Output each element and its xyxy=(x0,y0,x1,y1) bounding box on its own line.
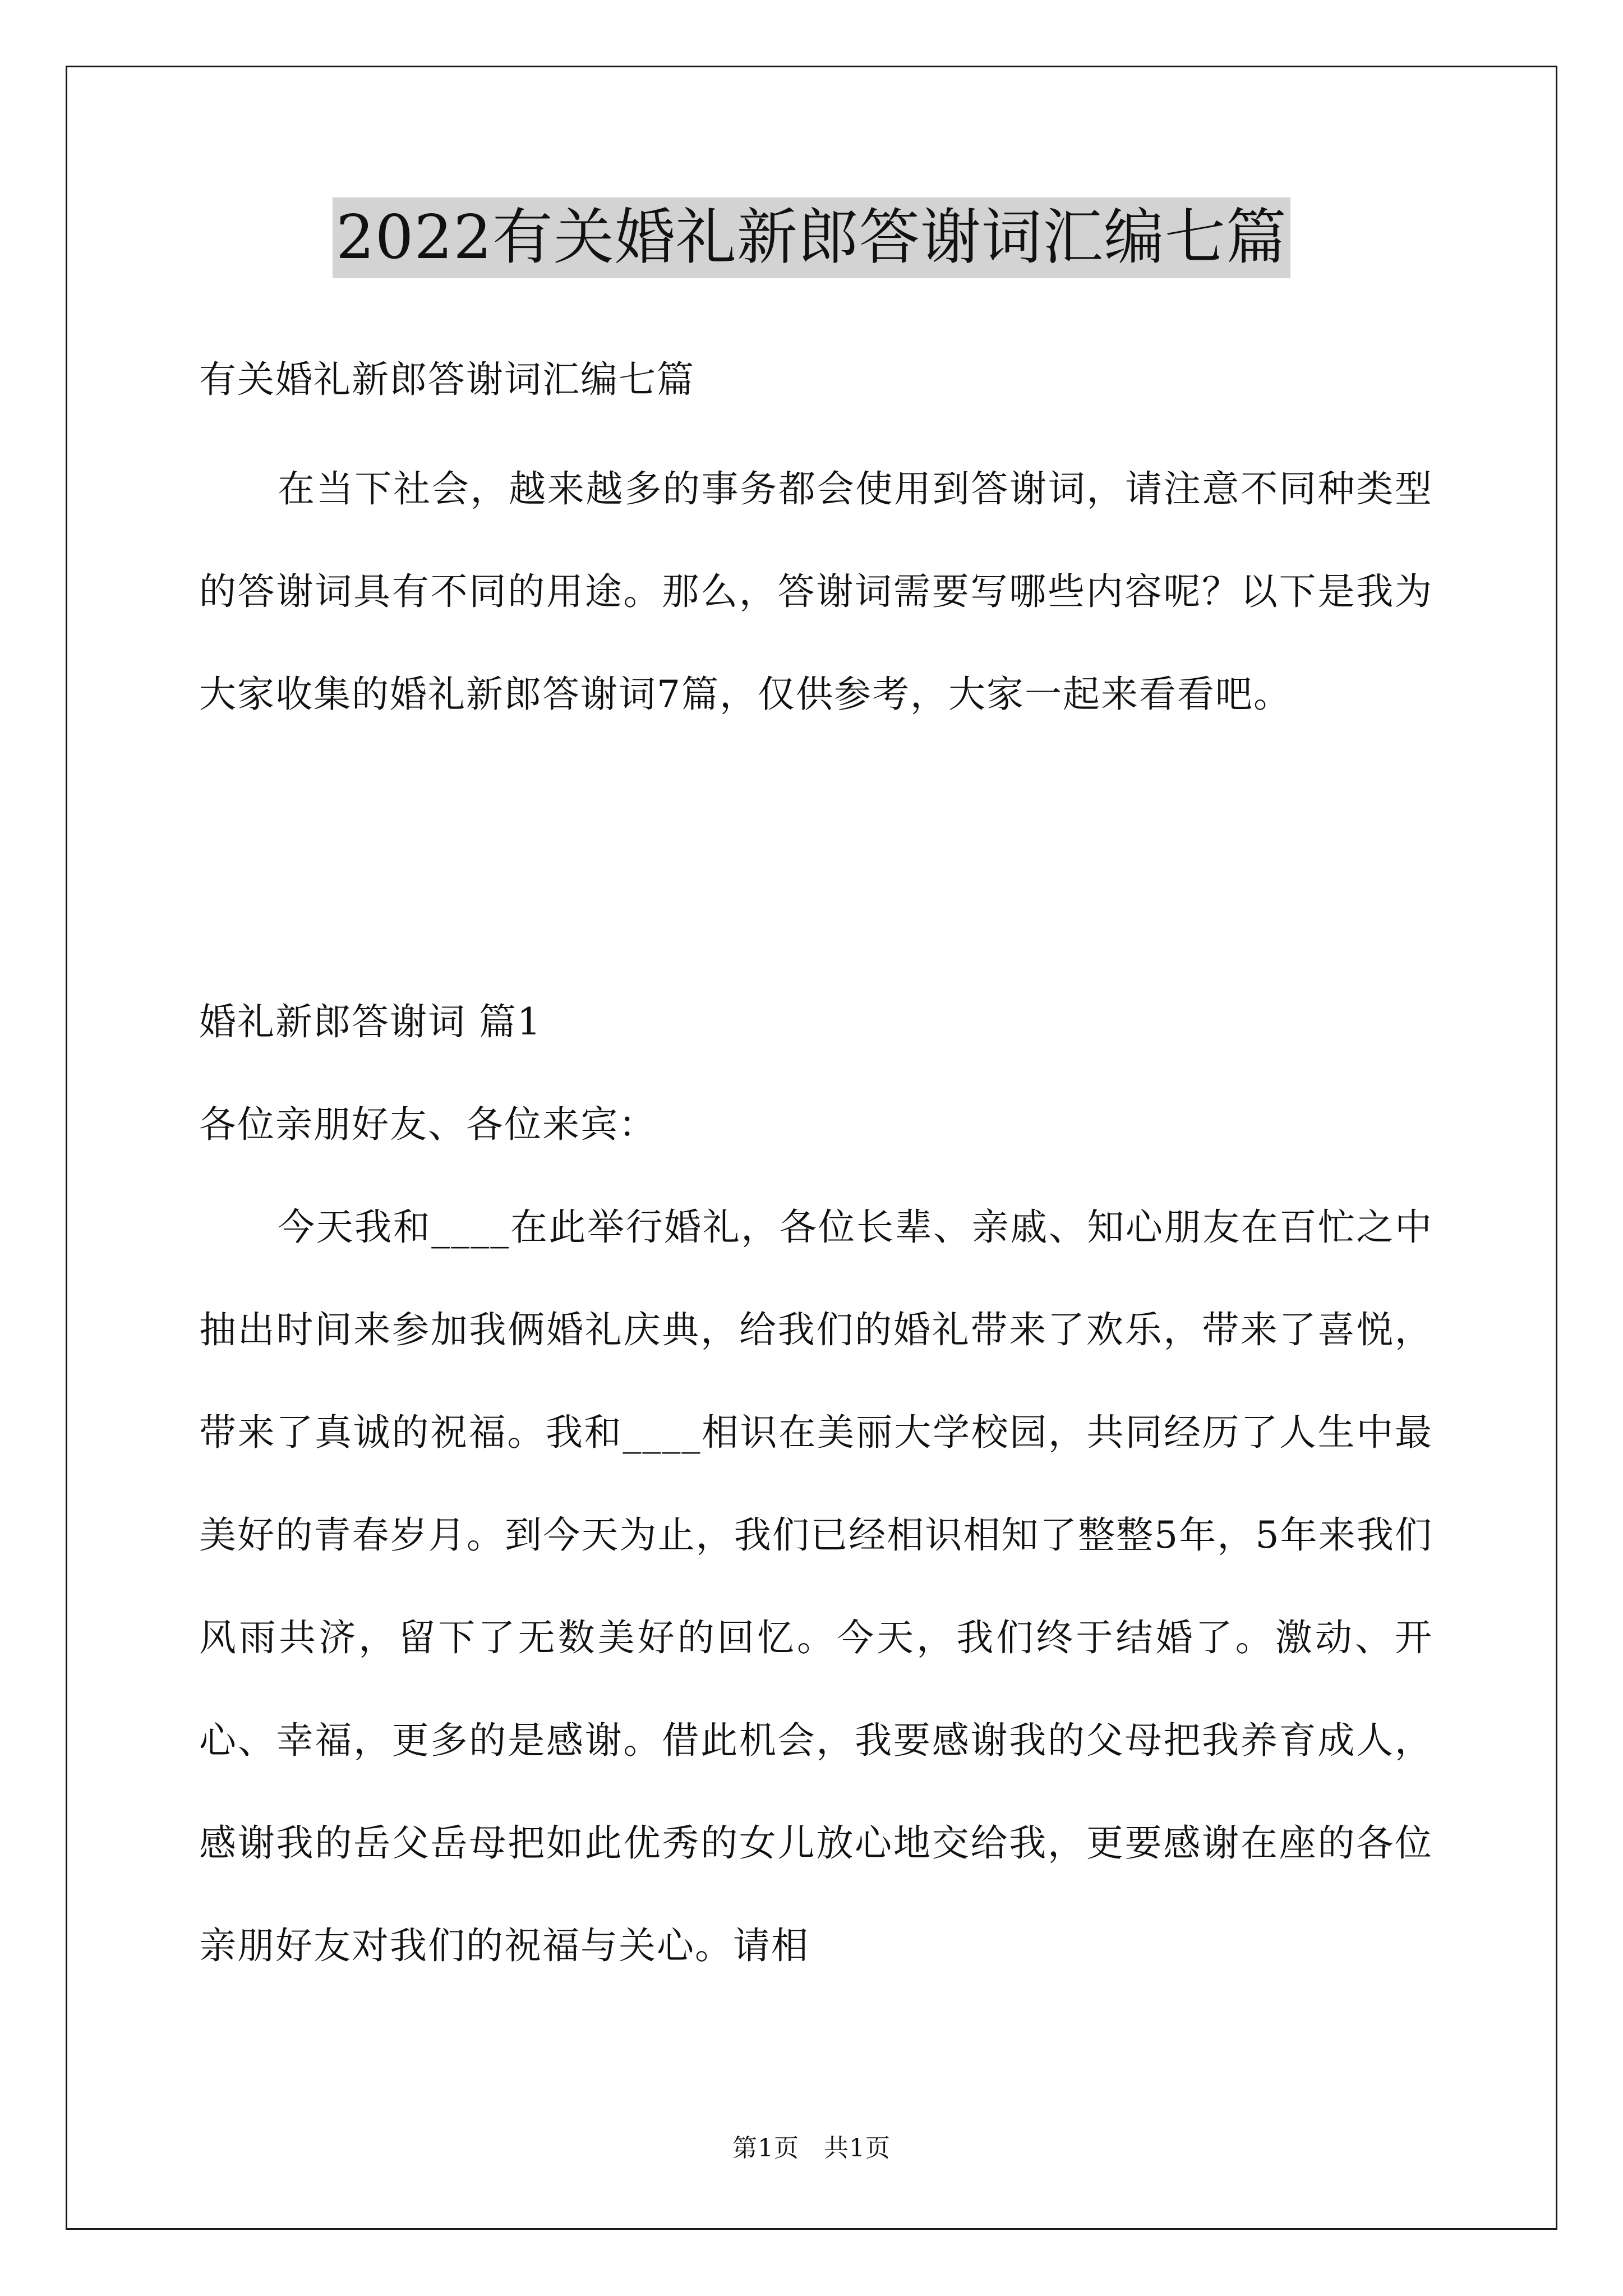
document-subtitle: 有关婚礼新郎答谢词汇编七篇 xyxy=(199,358,695,401)
title-container xyxy=(0,197,1623,278)
page-footer xyxy=(0,2132,1623,2165)
body-paragraph: 今天我和____在此举行婚礼，各位长辈、亲戚、知心朋友在百忙之中抽出时间来参加我俩婚礼庆典，给我们的婚礼带来了欢乐，带来了喜悦，带来了真诚的祝福。我和____相识在美丽大学校园，共同经历了人生中最美好的青春岁月。到今天为止，我们已经相识相知了整整5年，5年来我们风雨共济，留下了无数美好的回忆。今天，我们终于结婚了。激动、开心、幸福，更多的是感谢。借此机会，我要感谢我的父母把我养育成人，感谢我的岳父岳母把如此优秀的女儿放心地交给我，更要感谢在座的各位亲朋好友对我们的祝福与关心。请相 xyxy=(199,1205,1433,1967)
salutation: 各位亲朋好友、各位来宾： xyxy=(199,1103,657,1146)
document-title: 2022有关婚礼新郎答谢词汇编七篇 xyxy=(333,197,1290,278)
intro-paragraph: 在当下社会，越来越多的事务都会使用到答谢词，请注意不同种类型的答谢词具有不同的用途。那么，答谢词需要写哪些内容呢？以下是我为大家收集的婚礼新郎答谢词7篇，仅供参考，大家一起来看看吧。 xyxy=(199,467,1433,716)
page-number-total: 共1页 xyxy=(824,2134,891,2162)
section-heading: 婚礼新郎答谢词 篇1 xyxy=(199,1000,542,1043)
page-number-current: 第1页 xyxy=(732,2134,799,2162)
